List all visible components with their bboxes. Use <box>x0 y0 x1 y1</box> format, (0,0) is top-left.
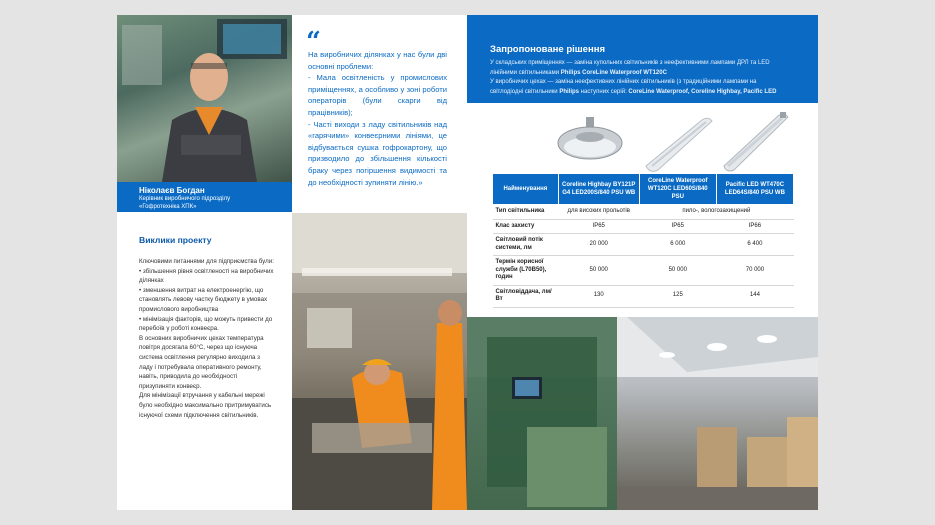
table-cell: 6 000 <box>639 234 716 256</box>
table-cell: 70 000 <box>716 256 793 286</box>
table-header-cell: Pacific LED WT470C LED64S/840 PSU WB <box>716 174 793 205</box>
person-name: Ніколаєв Богдан <box>139 186 205 195</box>
solution-band <box>467 15 818 103</box>
table-row-label: Світловий потік системи, лм <box>493 234 559 256</box>
solution-product-1: Philips CoreLine Waterproof WT120C <box>560 69 667 76</box>
solution-line-4c: наступних серій: <box>579 88 629 95</box>
table-cell: 144 <box>716 285 793 307</box>
spec-table-wrap <box>492 173 794 308</box>
challenges-text: Ключовими питаннями для підприємства були: • збільшення рівня освітленості на виробничих ділянках • зменшення витрат на електроенергію, що становлять левову частку бюджету в умовах промислового виробництва • мінімізація факторів, що можуть привести до перебоїв у роботі конвеєра. В основних виробничих цехах температура повітря досягала 60°С, через що існуюча система освітлення регулярно виходила з ладу і потребувала оперативного ремонту, навіть, приводила до необхідності призупиняти конвеєр. Для мінімізації втручання у кабельні мережі було необхідно максимально притримуватись існуючої схеми підключення світильників. <box>139 258 274 419</box>
table-cell: 50 000 <box>558 256 639 286</box>
table-header-row <box>493 174 794 205</box>
worker-photo <box>292 213 467 510</box>
table-cell: пило-, вологозахищений <box>639 205 793 220</box>
product-highbay-image <box>552 115 627 170</box>
solution-line-1: У складських приміщеннях — заміна купольних світильників з неефективними лампами ДРЛ та LED <box>490 60 770 66</box>
table-header-cell: Найменування <box>493 174 559 205</box>
table-header-cell: CoreLine Waterproof WT120C LED60S/840 PSU <box>639 174 716 205</box>
portrait-photo <box>117 15 292 182</box>
table-cell: для високих прольотів <box>558 205 639 220</box>
solution-line-2a: лінійними світильниками <box>490 69 561 76</box>
solution-line-2 <box>490 69 815 79</box>
table-row <box>493 285 794 307</box>
table-cell: 130 <box>558 285 639 307</box>
table-row-label: Клас захисту <box>493 219 559 234</box>
challenges-title: Виклики проекту <box>139 235 212 245</box>
table-cell: IP66 <box>716 219 793 234</box>
solution-text <box>490 59 815 97</box>
solution-brand: Philips <box>559 88 579 95</box>
quote-text: На виробничих ділянках у нас були дві основні проблеми: - Мала освітленість у промислових приміщеннях, а особливо у зоні роботи операторів (були скарги від працівників); - Часті виходи з ладу світильників над «гарячими» конвеєрними лініями, це відбувається сушка гофрокартону, що призводило до збільшення кількості браку через погіршення видимості та до необхідності зупиняти лінію.» <box>308 50 447 187</box>
table-row-label: Тип світильника <box>493 205 559 220</box>
quote-mark-icon: “ <box>306 27 321 57</box>
product-waterproof-image <box>638 112 718 172</box>
table-cell: IP65 <box>639 219 716 234</box>
solution-line-4 <box>490 88 815 98</box>
factory-photo <box>467 317 818 510</box>
spec-table <box>492 173 794 308</box>
table-cell: 20 000 <box>558 234 639 256</box>
solution-series: CoreLine Waterproof, Coreline Highbay, Pacific LED <box>628 88 777 95</box>
table-row <box>493 256 794 286</box>
solution-line-4a: світлодіодні світильники <box>490 88 560 95</box>
person-role-line1: Керівник виробничого підрозділу <box>139 196 231 202</box>
table-row <box>493 219 794 234</box>
table-cell: 6 400 <box>716 234 793 256</box>
person-role-line2: «Гофротехніка ХПК» <box>139 204 197 210</box>
table-cell: IP65 <box>558 219 639 234</box>
product-pacific-image <box>718 110 794 172</box>
table-row <box>493 234 794 256</box>
table-row-label: Термін корисної служби (L70B50), годин <box>493 256 559 286</box>
table-cell: 125 <box>639 285 716 307</box>
table-row <box>493 205 794 220</box>
name-tag <box>117 182 292 212</box>
solution-line-3: У виробничих цехах — заміна неефективних лінійних світильників (з традиційними лампами на <box>490 79 757 86</box>
solution-title: Запропоноване рішення <box>490 44 605 55</box>
table-row-label: Світловіддача, лм/Вт <box>493 285 559 307</box>
table-header-cell: Coreline Highbay BY121P G4 LED200S/840 PSU WB <box>558 174 639 205</box>
table-cell: 50 000 <box>639 256 716 286</box>
